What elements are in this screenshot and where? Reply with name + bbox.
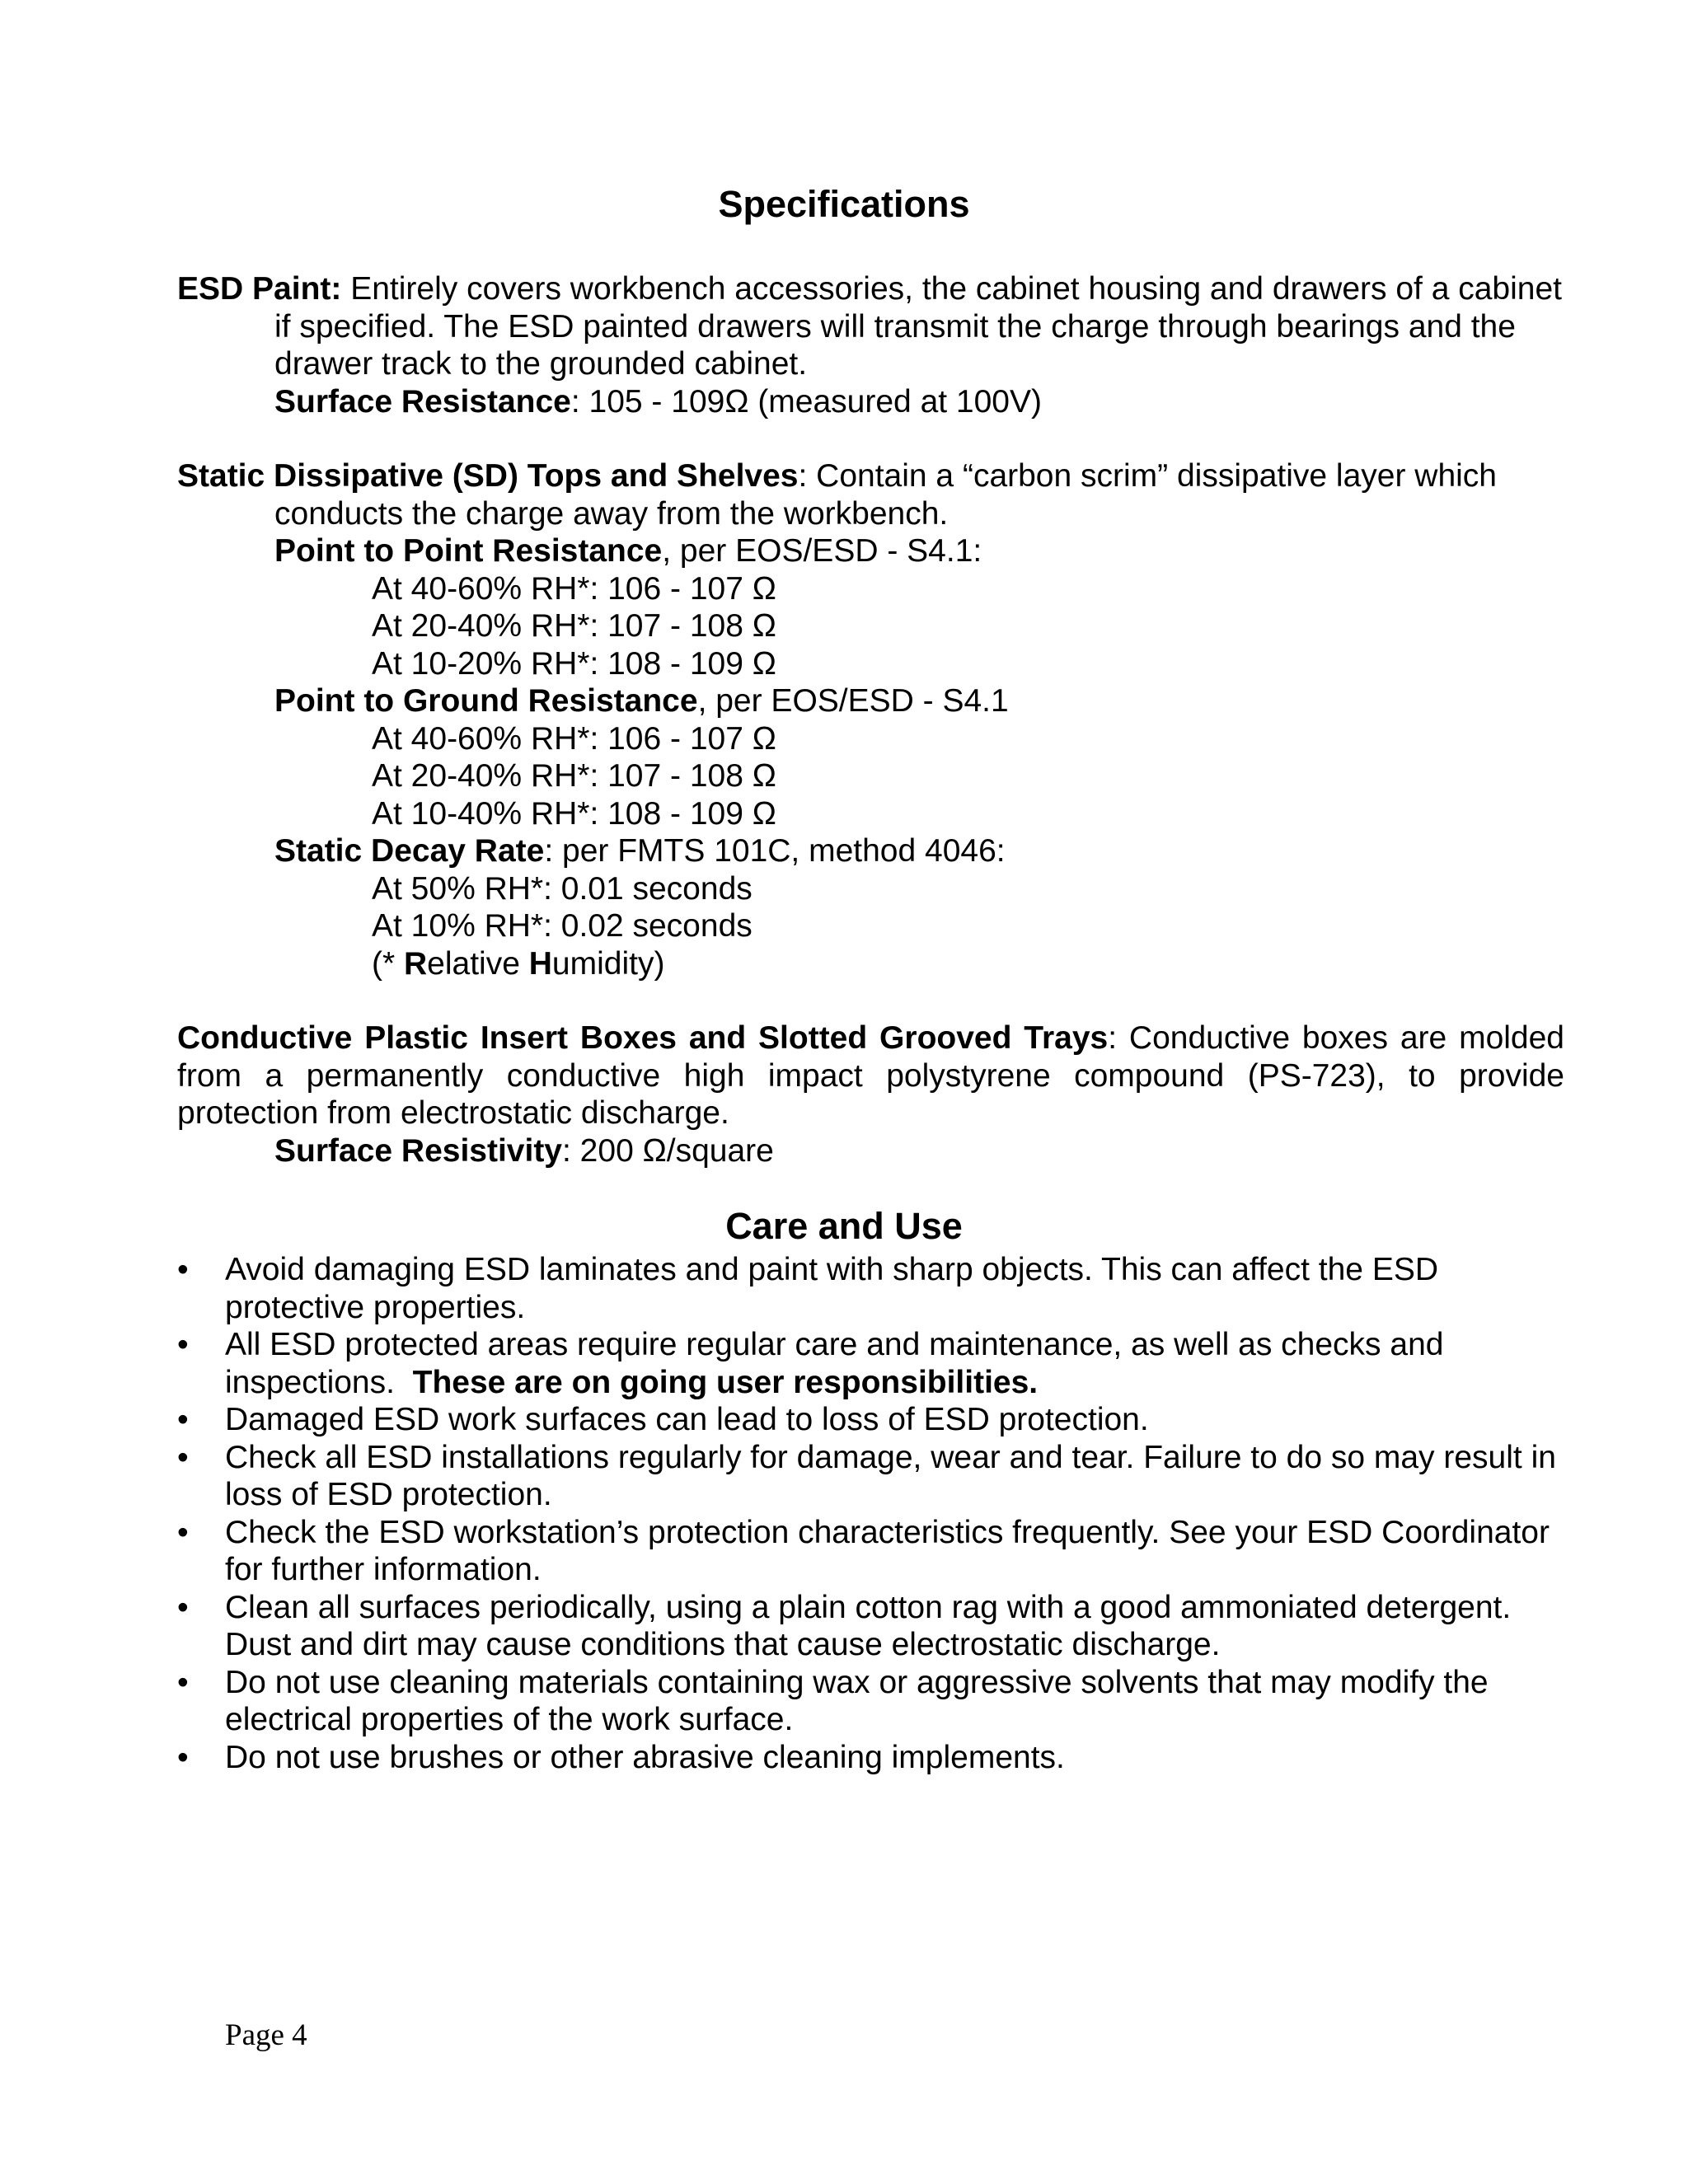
decay-value: At 10% RH*: 0.02 seconds: [372, 908, 753, 944]
conductive-boxes-section: [177, 1019, 1564, 1169]
esd-paint-label: ESD Paint:: [177, 271, 342, 307]
surface-resistivity-label: Surface Resistivity: [274, 1132, 563, 1169]
bullet-icon: •: [177, 1514, 189, 1550]
surface-resistance-value: : 105 - 109Ω (measured at 100V): [570, 383, 1042, 419]
page-number: Page 4: [225, 2018, 307, 2052]
esd-paint-paragraph: [177, 270, 1564, 383]
care-list: [177, 1251, 1564, 1776]
esd-paint-section: [177, 270, 1564, 420]
esd-paint-text: Entirely covers workbench accessories, the cabinet housing and drawers of a cabinet if specified. The ESD painted drawers will transmit the charge through bearings and the drawer track to the grounded cabinet.: [274, 271, 1563, 382]
bullet-icon: •: [177, 1252, 189, 1287]
static-decay-line: [177, 832, 1564, 870]
care-list-item: • Check the ESD workstation’s protection characteristics frequently. See your ESD Coordinator for further information.: [177, 1514, 1550, 1587]
care-list-item: • All ESD protected areas require regular care and maintenance, as well as checks and inspections. These are on going user responsibilities.: [177, 1327, 1453, 1400]
sd-tops-text: : Contain a “carbon scrim” dissipative layer which conducts the charge away from the workbench.: [274, 458, 1497, 532]
p2p-resistance-label: Point to Point Resistance: [274, 533, 663, 569]
sd-tops-label: Static Dissipative (SD) Tops and Shelves: [177, 458, 799, 494]
conductive-boxes-paragraph: [177, 1019, 1564, 1132]
care-and-use-heading: Care and Use: [725, 1205, 963, 1247]
surface-resistivity-line: [177, 1132, 1564, 1170]
p2g-resistance-suffix: , per EOS/ESD - S4.1: [697, 683, 1009, 719]
p2p-value: At 10-20% RH*: 108 - 109 Ω: [372, 645, 776, 682]
specifications-heading: Specifications: [718, 183, 970, 225]
decay-value: At 50% RH*: 0.01 seconds: [372, 870, 753, 907]
p2g-resistance-line: [177, 682, 1564, 720]
bullet-icon: •: [177, 1439, 189, 1475]
care-list-item: • Avoid damaging ESD laminates and paint with sharp objects. This can affect the ESD protective properties.: [177, 1252, 1439, 1325]
p2p-value: At 20-40% RH*: 107 - 108 Ω: [372, 608, 776, 644]
p2g-value: At 10-40% RH*: 108 - 109 Ω: [372, 795, 776, 832]
care-list-item: • Do not use cleaning materials containing wax or aggressive solvents that may modify the electrical properties of the work surface.: [177, 1664, 1489, 1737]
conductive-boxes-label: Conductive Plastic Insert Boxes and Slotted Grooved Trays: [177, 1020, 1109, 1056]
care-list-item: • Check all ESD installations regularly for damage, wear and tear. Failure to do so may result in loss of ESD protection.: [177, 1439, 1556, 1512]
bullet-icon: •: [177, 1664, 189, 1700]
sd-tops-section: [177, 457, 1564, 982]
relative-humidity-note: (* Relative Humidity): [372, 945, 665, 982]
surface-resistance-label: Surface Resistance: [274, 383, 571, 419]
care-list-item: • Do not use brushes or other abrasive cleaning implements.: [177, 1739, 1065, 1775]
surface-resistance-line: [177, 383, 1564, 421]
bullet-icon: •: [177, 1402, 189, 1437]
bullet-icon: •: [177, 1739, 189, 1775]
p2g-value: At 20-40% RH*: 107 - 108 Ω: [372, 758, 776, 794]
bullet-icon: •: [177, 1327, 189, 1362]
sd-tops-paragraph: [177, 457, 1564, 532]
p2g-value: At 40-60% RH*: 106 - 107 Ω: [372, 720, 776, 757]
p2p-value: At 40-60% RH*: 106 - 107 Ω: [372, 570, 776, 607]
responsibility-emphasis: These are on going user responsibilities.: [412, 1364, 1039, 1400]
p2g-resistance-label: Point to Ground Resistance: [274, 683, 698, 719]
p2p-resistance-line: [177, 532, 1564, 570]
static-decay-suffix: : per FMTS 101C, method 4046:: [544, 833, 1006, 869]
static-decay-label: Static Decay Rate: [274, 833, 545, 869]
bullet-icon: •: [177, 1589, 189, 1625]
care-list-item: • Damaged ESD work surfaces can lead to loss of ESD protection.: [177, 1402, 1149, 1437]
surface-resistivity-value: : 200 Ω/square: [562, 1132, 774, 1169]
conductive-boxes-text: : Conductive boxes are molded from a permanently conductive high impact polystyrene compound (PS-723), to provide protection from electrostatic discharge.: [177, 1020, 1564, 1131]
p2p-resistance-suffix: , per EOS/ESD - S4.1:: [662, 533, 982, 569]
care-list-item: • Clean all surfaces periodically, using a plain cotton rag with a good ammoniated detergent. Dust and dirt may cause conditions that cause electrostatic discharge.: [177, 1589, 1512, 1662]
